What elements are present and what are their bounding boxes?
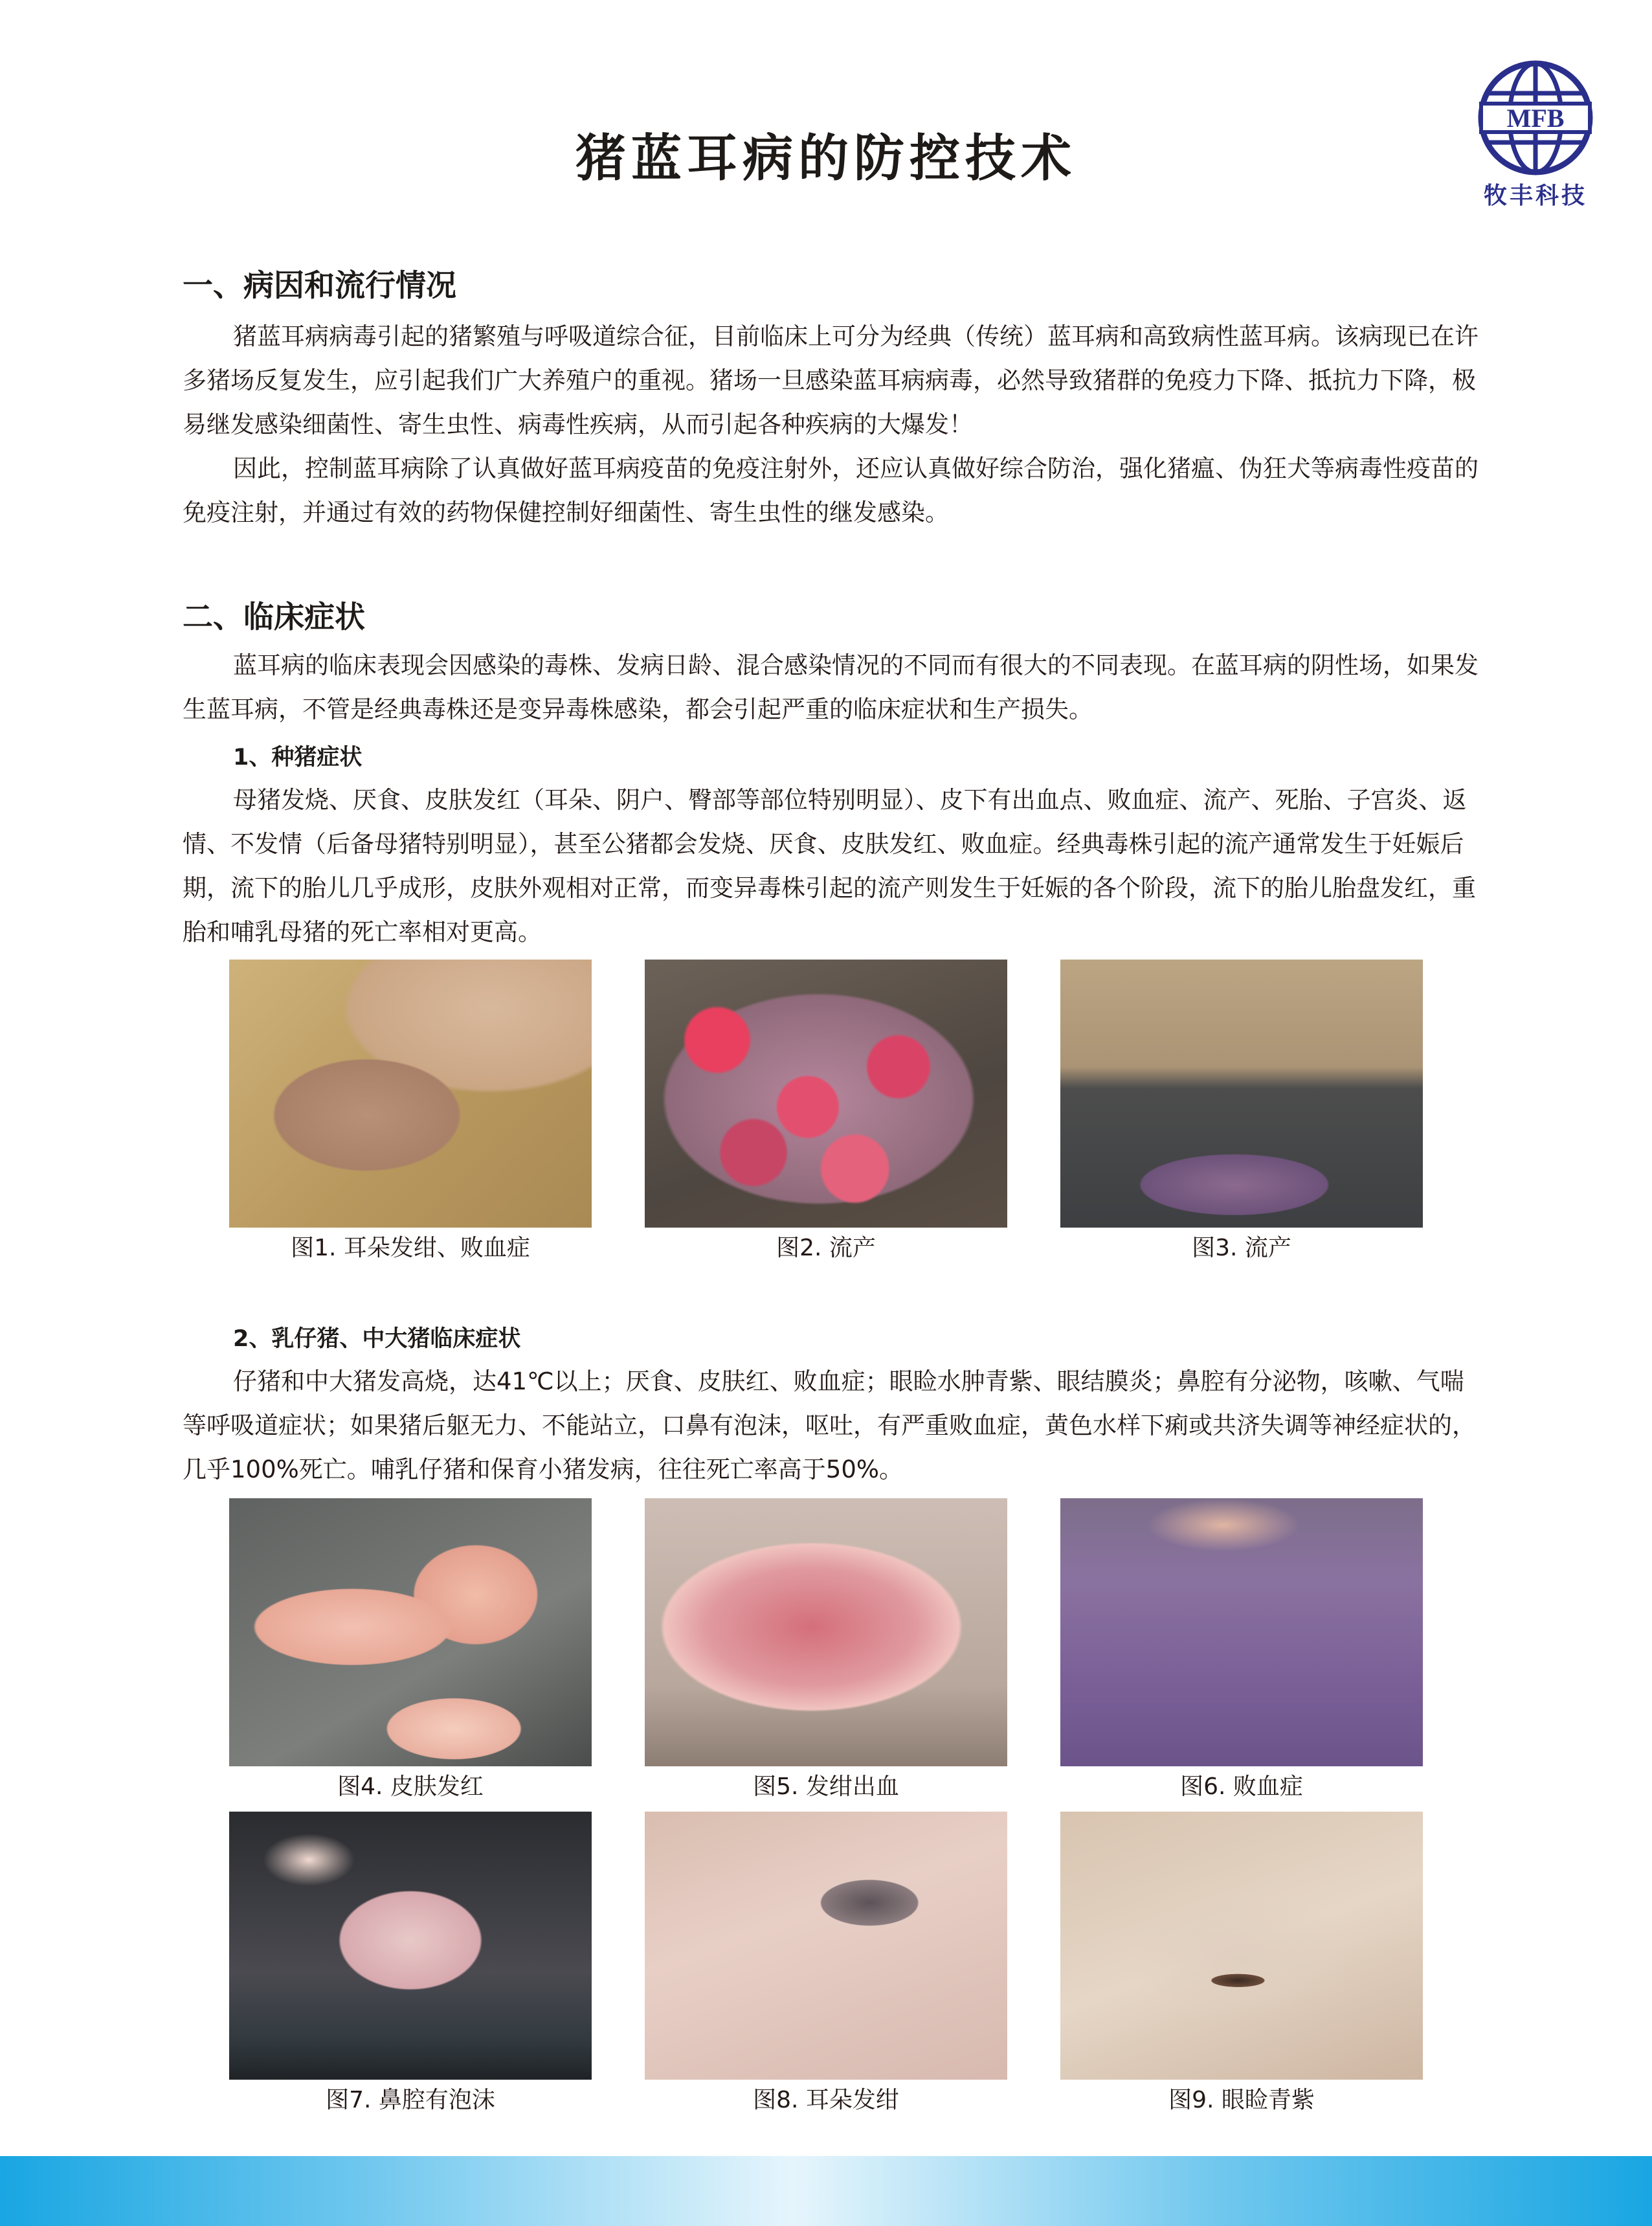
figure-caption: 图1. 耳朵发绀、败血症 — [291, 1235, 530, 1261]
figure-7 — [229, 1812, 592, 2117]
photo-abortion — [1060, 960, 1423, 1228]
company-logo — [1471, 57, 1600, 212]
photo-nasal-foam — [229, 1812, 592, 2080]
figure-caption: 图9. 眼睑青紫 — [1168, 2087, 1315, 2113]
figure-caption: 图3. 流产 — [1192, 1235, 1291, 1261]
figure-caption: 图6. 败血症 — [1180, 1773, 1303, 1800]
figure-caption: 图5. 发绀出血 — [753, 1773, 899, 1800]
figure-8 — [645, 1812, 1007, 2117]
subsection1-heading: 1、种猪症状 — [233, 745, 363, 770]
section2-heading: 二、临床症状 — [183, 600, 365, 635]
section1-heading: 一、病因和流行情况 — [183, 268, 456, 304]
figure-4 — [229, 1498, 592, 1804]
figure-6 — [1060, 1498, 1423, 1804]
figure-1 — [229, 960, 592, 1265]
subsection2-heading: 2、乳仔猪、中大猪临床症状 — [233, 1326, 521, 1352]
figure-2 — [645, 960, 1007, 1265]
figure-caption: 图8. 耳朵发绀 — [753, 2087, 899, 2113]
photo-aborted-fetuses — [645, 960, 1007, 1228]
logo-letters: MFB — [1506, 104, 1565, 133]
figure-3 — [1060, 960, 1423, 1265]
section2-paragraph-1: 蓝耳病的临床表现会因感染的毒株、发病日龄、混合感染情况的不同而有很大的不同表现。在蓝耳病的阴性场，如果发生蓝耳病，不管是经典毒株还是变异毒株感染，都会引起严重的临床症状和生产损失。 — [183, 651, 1479, 723]
photo-cyanosis-hemorrhage — [645, 1498, 1007, 1766]
photo-septicemia — [1060, 1498, 1423, 1766]
subsection2-paragraph: 仔猪和中大猪发高烧，达41℃以上；厌食、皮肤红、败血症；眼睑水肿青紫、眼结膜炎；鼻腔有分泌物，咳嗽、气喘等呼吸道症状；如果猪后躯无力、不能站立，口鼻有泡沫，呕吐，有严重败血症，黄色水样下痢或共济失调等神经症状的，几乎100%死亡。哺乳仔猪和保育小猪发病，往往死亡率高于50%。 — [183, 1367, 1476, 1483]
figure-5 — [645, 1498, 1007, 1804]
section1-paragraph-1: 猪蓝耳病病毒引起的猪繁殖与呼吸道综合征，目前临床上可分为经典（传统）蓝耳病和高致病性蓝耳病。该病现已在许多猪场反复发生，应引起我们广大养殖户的重视。猪场一旦感染蓝耳病病毒，必然导致猪群的免疫力下降、抵抗力下降，极易继发感染细菌性、寄生虫性、病毒性疾病，从而引起各种疾病的大爆发！ — [183, 322, 1479, 438]
figure-caption: 图2. 流产 — [776, 1235, 876, 1261]
figure-caption: 图4. 皮肤发红 — [337, 1773, 484, 1800]
page-title: 猪蓝耳病的防控技术 — [575, 129, 1077, 188]
subsection1-paragraph: 母猪发烧、厌食、皮肤发红（耳朵、阴户、臀部等部位特别明显）、皮下有出血点、败血症、流产、死胎、子宫炎、返情、不发情（后备母猪特别明显），甚至公猪都会发烧、厌食、皮肤发红、败血症。经典毒株引起的流产通常发生于妊娠后期，流下的胎儿几乎成形，皮肤外观相对正常，而变异毒株引起的流产则发生于妊娠的各个阶段，流下的胎儿胎盘发红，重胎和哺乳母猪的死亡率相对更高。 — [183, 786, 1476, 946]
photo-piglets-red-skin — [229, 1498, 592, 1766]
footer-bar — [0, 2156, 1652, 2226]
section1-paragraph-2: 因此，控制蓝耳病除了认真做好蓝耳病疫苗的免疫注射外，还应认真做好综合防治，强化猪瘟、伪狂犬等病毒性疫苗的免疫注射，并通过有效的药物保健控制好细菌性、寄生虫性的继发感染。 — [183, 455, 1479, 526]
photo-ear-cyanosis — [645, 1812, 1007, 2080]
photo-sow-ear-cyanosis — [229, 960, 592, 1228]
figure-caption: 图7. 鼻腔有泡沫 — [326, 2087, 495, 2113]
figure-9 — [1060, 1812, 1423, 2117]
globe-logo-icon — [1477, 60, 1594, 176]
photo-eyelid-cyanosis — [1060, 1812, 1423, 2080]
logo-text: 牧丰科技 — [1483, 183, 1587, 209]
